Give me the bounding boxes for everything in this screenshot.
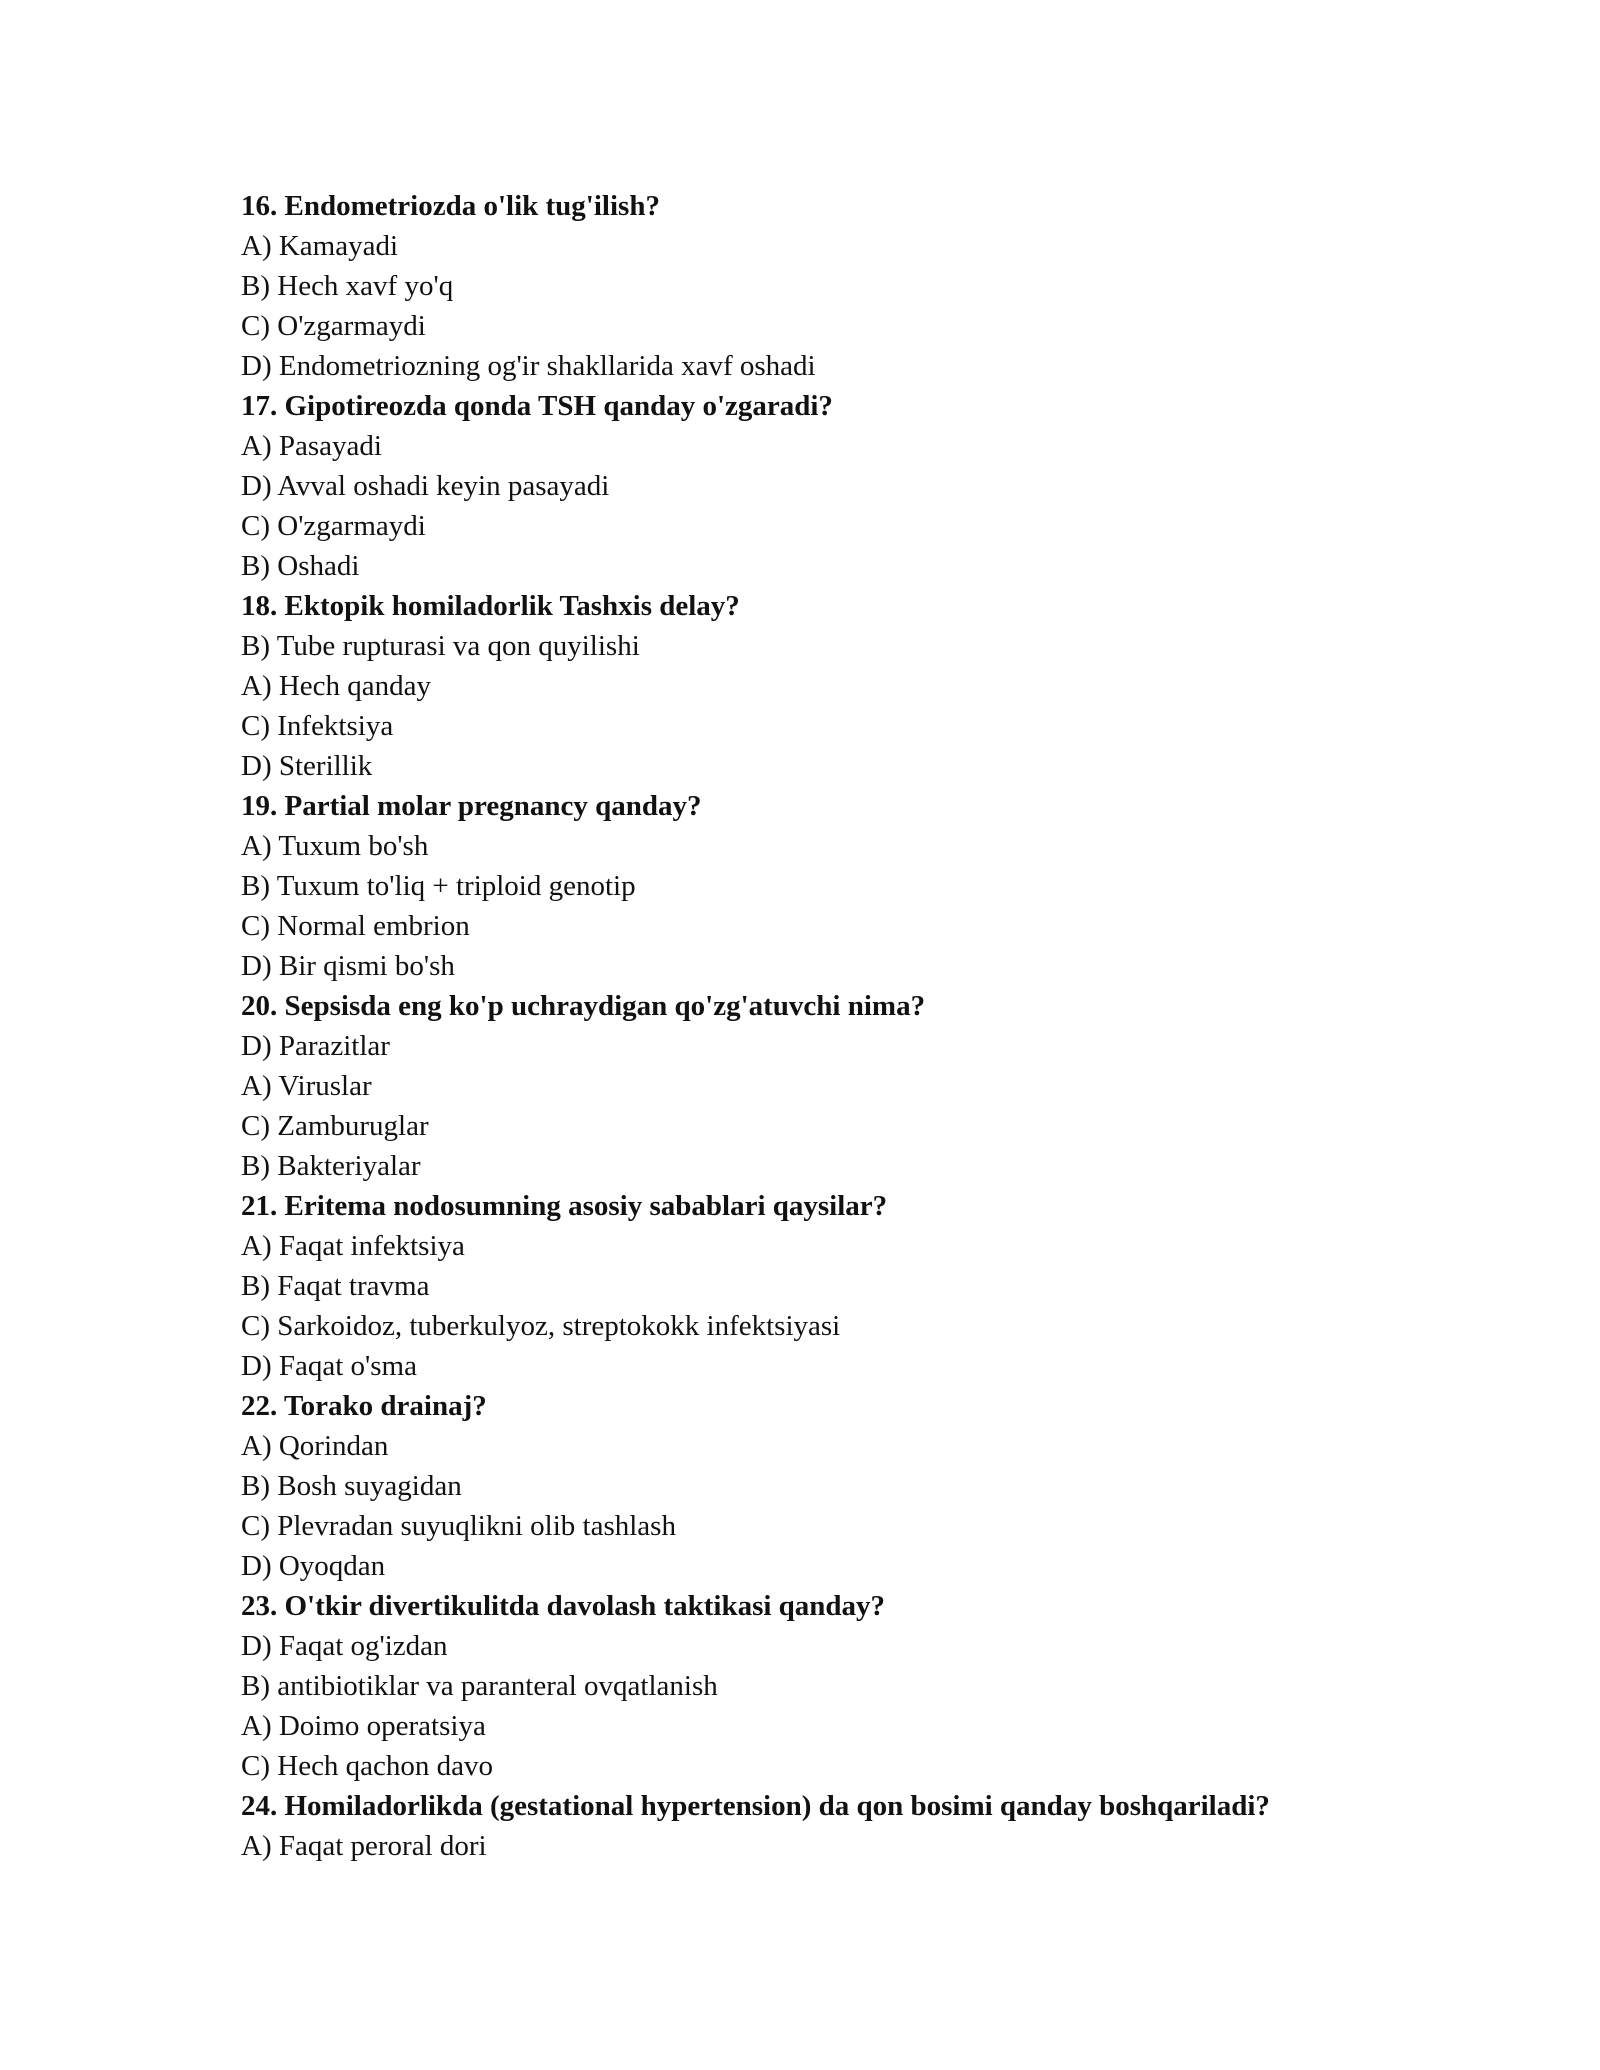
question-title: 24. Homiladorlikda (gestational hypertension) da qon bosimi qanday boshqariladi? [241,1790,1270,1822]
question-title: 23. O'tkir divertikulitda davolash taktikasi qanday? [241,1590,886,1622]
answer-option: C) O'zgarmaydi [241,310,426,342]
question-title: 22. Torako drainaj? [241,1390,487,1422]
answer-option: A) Tuxum bo'sh [241,830,429,862]
answer-option: A) Viruslar [241,1070,372,1102]
answer-option: D) Endometriozning og'ir shakllarida xavf oshadi [241,350,816,382]
answer-option: B) Hech xavf yo'q [241,270,454,302]
answer-option: A) Faqat peroral dori [241,1830,487,1862]
answer-option: A) Hech qanday [241,670,432,702]
answer-option: D) Faqat o'sma [241,1350,417,1382]
question-title: 19. Partial molar pregnancy qanday? [241,790,702,822]
question-title: 20. Sepsisda eng ko'p uchraydigan qo'zg'atuvchi nima? [241,990,926,1022]
answer-option: A) Qorindan [241,1430,389,1462]
answer-option: C) Zamburuglar [241,1110,429,1142]
answer-option: D) Faqat og'izdan [241,1630,448,1662]
answer-option: B) Bosh suyagidan [241,1470,462,1502]
answer-option: D) Oyoqdan [241,1550,386,1582]
answer-option: C) Sarkoidoz, tuberkulyoz, streptokokk infektsiyasi [241,1310,841,1342]
question-title: 18. Ektopik homiladorlik Tashxis delay? [241,590,740,622]
question-title: 16. Endometriozda o'lik tug'ilish? [241,190,660,222]
answer-option: B) Oshadi [241,550,360,582]
answer-option: D) Sterillik [241,750,373,782]
document-page [241,186,1441,1866]
answer-option: D) Parazitlar [241,1030,390,1062]
answer-option: A) Kamayadi [241,230,399,262]
answer-option: B) Tube rupturasi va qon quyilishi [241,630,640,662]
answer-option: A) Pasayadi [241,430,382,462]
answer-option: D) Avval oshadi keyin pasayadi [241,470,610,502]
question-title: 21. Eritema nodosumning asosiy sabablari qaysilar? [241,1190,888,1222]
question-title: 17. Gipotireozda qonda TSH qanday o'zgaradi? [241,390,833,422]
answer-option: B) antibiotiklar va paranteral ovqatlanish [241,1670,718,1702]
answer-option: B) Bakteriyalar [241,1150,421,1182]
answer-option: D) Bir qismi bo'sh [241,950,455,982]
answer-option: C) Hech qachon davo [241,1750,494,1782]
answer-option: B) Tuxum to'liq + triploid genotip [241,870,636,902]
answer-option: C) Normal embrion [241,910,470,942]
answer-option: C) Plevradan suyuqlikni olib tashlash [241,1510,676,1542]
answer-option: A) Faqat infektsiya [241,1230,465,1262]
answer-option: B) Faqat travma [241,1270,430,1302]
answer-option: A) Doimo operatsiya [241,1710,486,1742]
answer-option: C) O'zgarmaydi [241,510,426,542]
answer-option: C) Infektsiya [241,710,394,742]
